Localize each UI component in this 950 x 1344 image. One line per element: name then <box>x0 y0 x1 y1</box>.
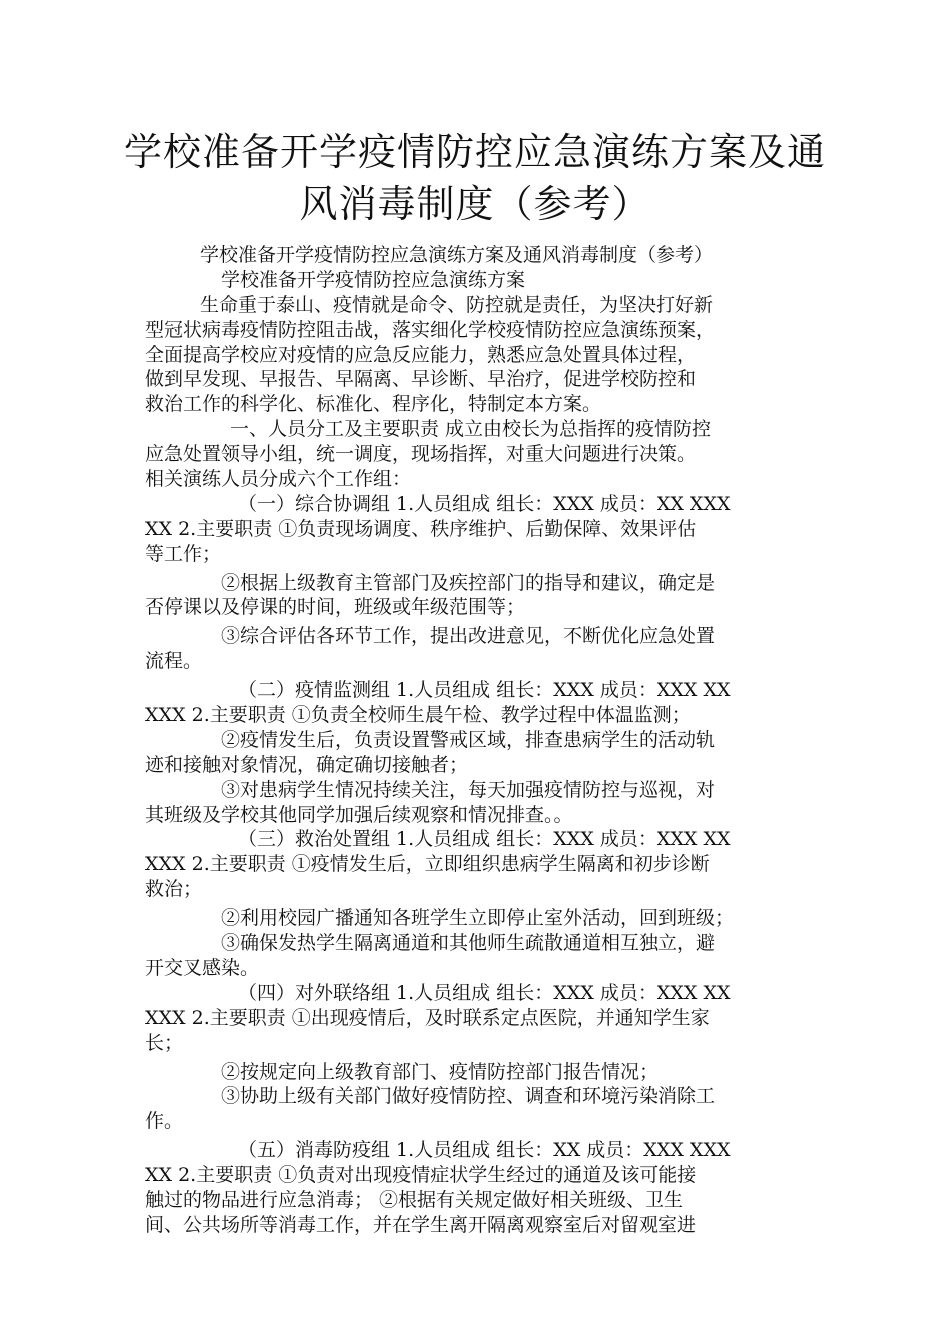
body-line: 迹和接触对象情况，确定确切接触者； <box>145 753 469 776</box>
body-line: ③协助上级有关部门做好疫情防控、调查和环境污染消除工 <box>221 1085 716 1108</box>
body-line: （四）对外联络组 1.人员组成 组长：XXX 成员：XXX XX <box>238 981 731 1004</box>
body-line: 学校准备开学疫情防控应急演练方案 <box>221 268 526 291</box>
body-line: XXX 2.主要职责 ①负责全校师生晨午检、教学过程中体温监测； <box>145 704 691 727</box>
body-line: 流程。 <box>145 650 203 673</box>
body-line: 相关演练人员分成六个工作组： <box>145 468 412 491</box>
body-line: 学校准备开学疫情防控应急演练方案及通风消毒制度（参考） <box>200 244 714 266</box>
body-line: ②按规定向上级教育部门、疫情防控部门报告情况； <box>221 1060 659 1083</box>
body-line: 作。 <box>145 1110 184 1133</box>
body-line: ②根据上级教育主管部门及疾控部门的指导和建议，确定是 <box>221 571 716 594</box>
body-line: ③对患病学生情况持续关注，每天加强疫情防控与巡视，对 <box>221 778 716 801</box>
body-line: （一）综合协调组 1.人员组成 组长：XXX 成员：XX XXX <box>238 492 731 515</box>
body-line: 生命重于泰山、疫情就是命令、防控就是责任，为坚决打好新 <box>200 293 714 316</box>
body-line: ②利用校园广播通知各班学生立即停止室外活动，回到班级； <box>221 907 735 930</box>
body-line: 救治工作的科学化、标准化、程序化，特制定本方案。 <box>145 393 602 416</box>
body-line: （三）救治处置组 1.人员组成 组长：XXX 成员：XXX XX <box>238 828 731 851</box>
document-title-line-2: 风消毒制度（参考） <box>299 182 651 226</box>
body-line: ②疫情发生后，负责设置警戒区域，排查患病学生的活动轨 <box>221 728 716 751</box>
body-line: 应急处置领导小组，统一调度，现场指挥，对重大问题进行决策。 <box>145 443 697 466</box>
body-line: XXX 2.主要职责 ①疫情发生后，立即组织患病学生隔离和初步诊断 <box>145 853 710 876</box>
body-line: XX 2.主要职责 ①负责对出现疫情症状学生经过的通道及该可能接 <box>145 1164 697 1187</box>
body-line: ③确保发热学生隔离通道和其他师生疏散通道相互独立，避 <box>221 932 716 955</box>
body-line: ③综合评估各环节工作，提出改进意见，不断优化应急处置 <box>221 625 716 648</box>
body-line: 长； <box>145 1031 184 1054</box>
body-line: 间、公共场所等消毒工作，并在学生离开隔离观察室后对留观室进 <box>145 1213 697 1236</box>
body-line: 救治； <box>145 878 203 901</box>
body-line: （二）疫情监测组 1.人员组成 组长：XXX 成员：XXX XX <box>238 679 731 702</box>
body-line: 否停课以及停课的时间，班级或年级范围等； <box>145 596 526 619</box>
body-line: （五）消毒防疫组 1.人员组成 组长：XX 成员：XXX XXX <box>238 1139 731 1162</box>
body-line: 触过的物品进行应急消毒； ②根据有关规定做好相关班级、卫生 <box>145 1188 684 1211</box>
document-title-line-1: 学校准备开学疫情防控应急演练方案及通 <box>123 130 826 174</box>
body-line: XXX 2.主要职责 ①出现疫情后，及时联系定点医院，并通知学生家 <box>145 1006 710 1029</box>
body-line: XX 2.主要职责 ①负责现场调度、秩序维护、后勤保障、效果评估 <box>145 517 697 540</box>
body-line: 做到早发现、早报告、早隔离、早诊断、早治疗，促进学校防控和 <box>145 368 697 391</box>
body-line: 等工作； <box>145 542 222 565</box>
body-line: 型冠状病毒疫情防控阻击战，落实细化学校疫情防控应急演练预案， <box>145 318 716 341</box>
document-body <box>145 243 825 1238</box>
body-line: 全面提高学校应对疫情的应急反应能力，熟悉应急处置具体过程， <box>145 343 697 366</box>
body-line: 其班级及学校其他同学加强后续观察和情况排查。。 <box>145 803 573 826</box>
body-line: 一、人员分工及主要职责 成立由校长为总指挥的疫情防控 <box>230 418 712 441</box>
body-line: 开交叉感染。 <box>145 956 260 979</box>
